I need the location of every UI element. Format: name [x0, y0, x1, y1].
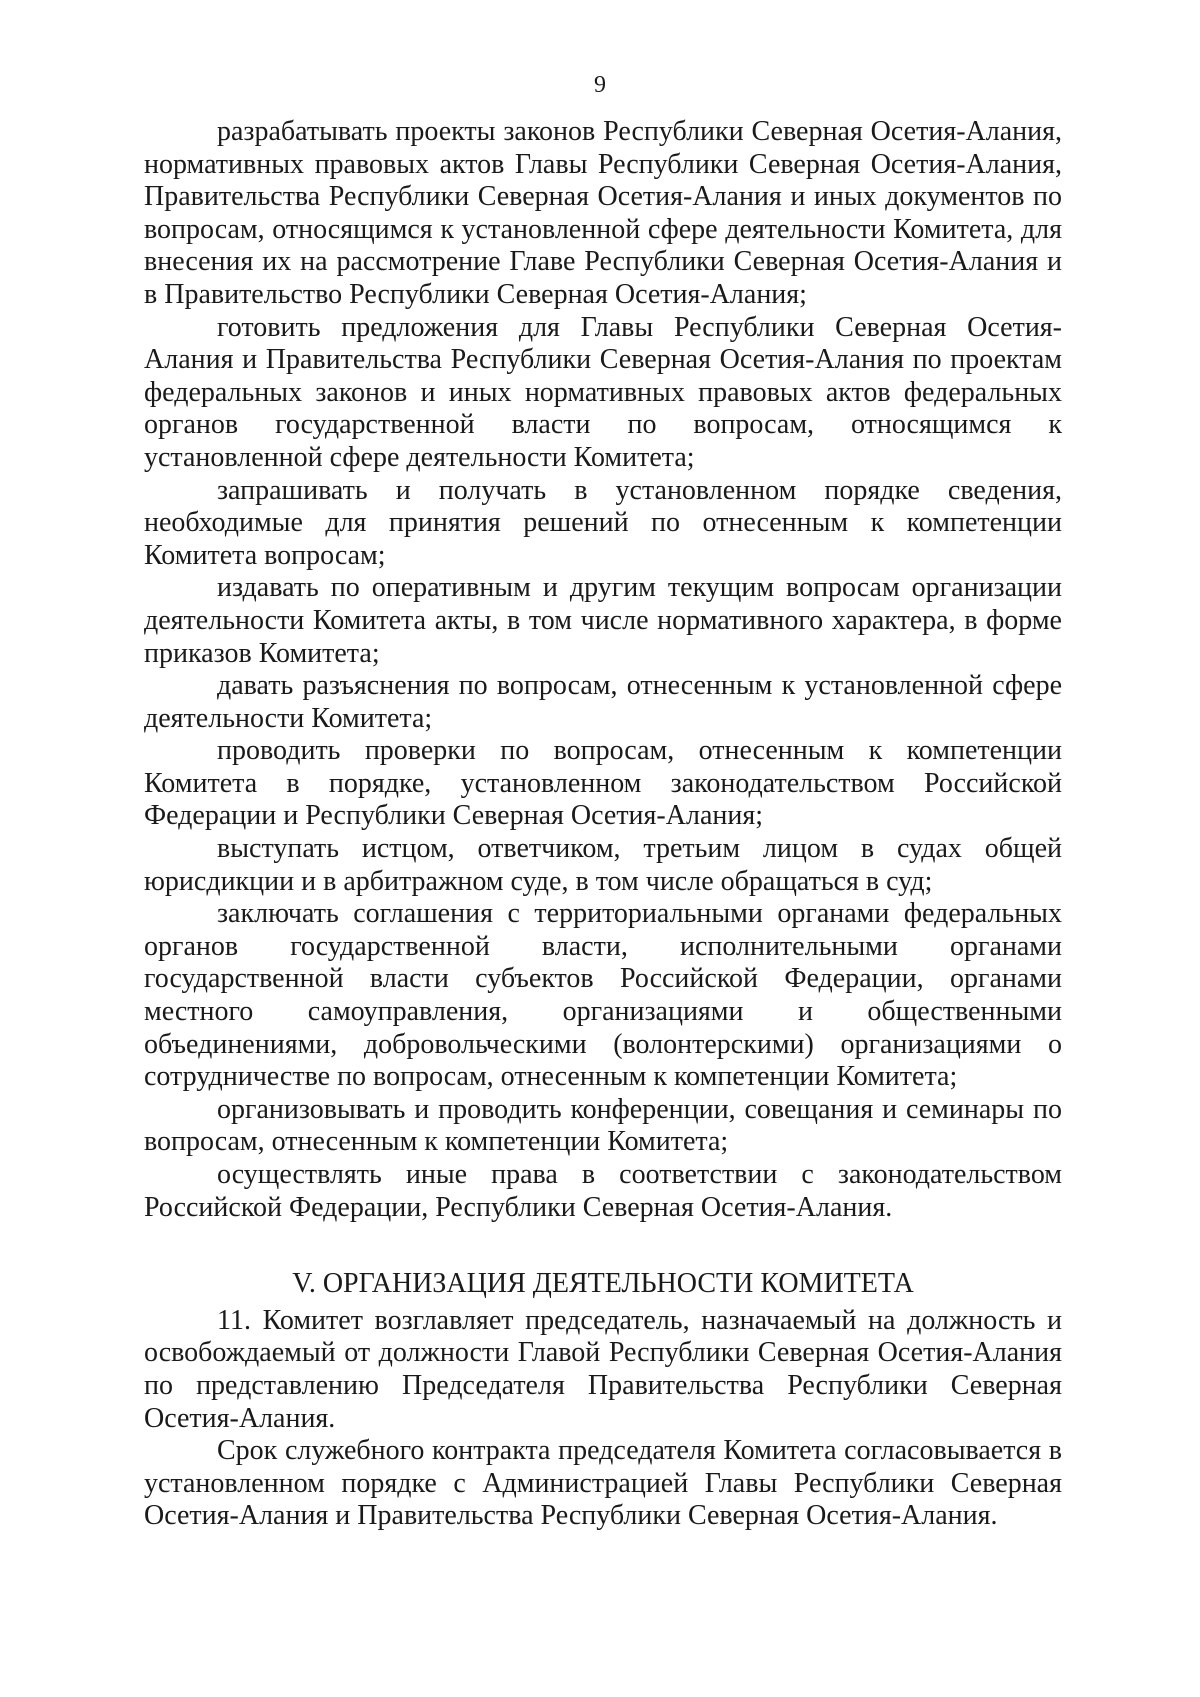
paragraph-give-explanations: давать разъяснения по вопросам, отнесенным к установленной сфере деятельности Комитета; — [144, 670, 1062, 734]
paragraph-other-rights: осуществлять иные права в соответствии с законодательством Российской Федерации, Республики Северная Осетия-Алания. — [144, 1159, 1062, 1223]
page-number: 9 — [594, 72, 606, 98]
paragraph-service-contract: Срок служебного контракта председателя Комитета согласовывается в установленном порядке с Администрацией Главы Республики Северная Осетия-Алания и Правительства Республики Северная Осетия-Алания. — [144, 1435, 1062, 1532]
paragraph-chairman-appointment: 11. Комитет возглавляет председатель, назначаемый на должность и освобождаемый от должности Главой Республики Северная Осетия-Алания по представлению Председателя Правительства Республики Северная Осетия-Алания. — [144, 1304, 1062, 1434]
paragraph-request-information: запрашивать и получать в установленном порядке сведения, необходимые для принятия решений по отнесенным к компетенции Комитета вопросам; — [144, 474, 1062, 571]
paragraph-conduct-inspections: проводить проверки по вопросам, отнесенным к компетенции Комитета в порядке, установленном законодательством Российской Федерации и Республики Северная Осетия-Алания; — [144, 735, 1062, 832]
paragraph-organize-conferences: организовывать и проводить конференции, совещания и семинары по вопросам, отнесенным к компетенции Комитета; — [144, 1093, 1062, 1158]
paragraph-act-in-court: выступать истцом, ответчиком, третьим лицом в судах общей юрисдикции и в арбитражном суде, в том числе обращаться в суд; — [144, 833, 1062, 897]
document-body — [144, 116, 1062, 1533]
paragraph-prepare-proposals: готовить предложения для Главы Республики Северная Осетия-Алания и Правительства Республики Северная Осетия-Алания по проектам федеральных законов и иных нормативных правовых актов федеральных органов государственной власти по вопросам, относящимся к установленной сфере деятельности Комитета; — [144, 311, 1062, 473]
paragraph-conclude-agreements: заключать соглашения с территориальными органами федеральных органов государственной власти, исполнительными органами государственной власти субъектов Российской Федерации, органами местного самоуправления, организациями и общественными объединениями, добровольческими (волонтерскими) организациями о сотрудничестве по вопросам, отнесенным к компетенции Комитета; — [144, 898, 1062, 1093]
paragraph-issue-acts: издавать по оперативным и другим текущим вопросам организации деятельности Комитета акты, в том числе нормативного характера, в форме приказов Комитета; — [144, 572, 1062, 669]
section-heading: V. ОРГАНИЗАЦИЯ ДЕЯТЕЛЬНОСТИ КОМИТЕТА — [292, 1268, 914, 1300]
paragraph-draft-laws: разрабатывать проекты законов Республики Северная Осетия-Алания, нормативных правовых актов Главы Республики Северная Осетия-Алания, Правительства Республики Северная Осетия-Алания и иных документов по вопросам, относящимся к установленной сфере деятельности Комитета, для внесения их на рассмотрение Главе Республики Северная Осетия-Алания и в Правительство Республики Северная Осетия-Алания; — [144, 116, 1062, 310]
